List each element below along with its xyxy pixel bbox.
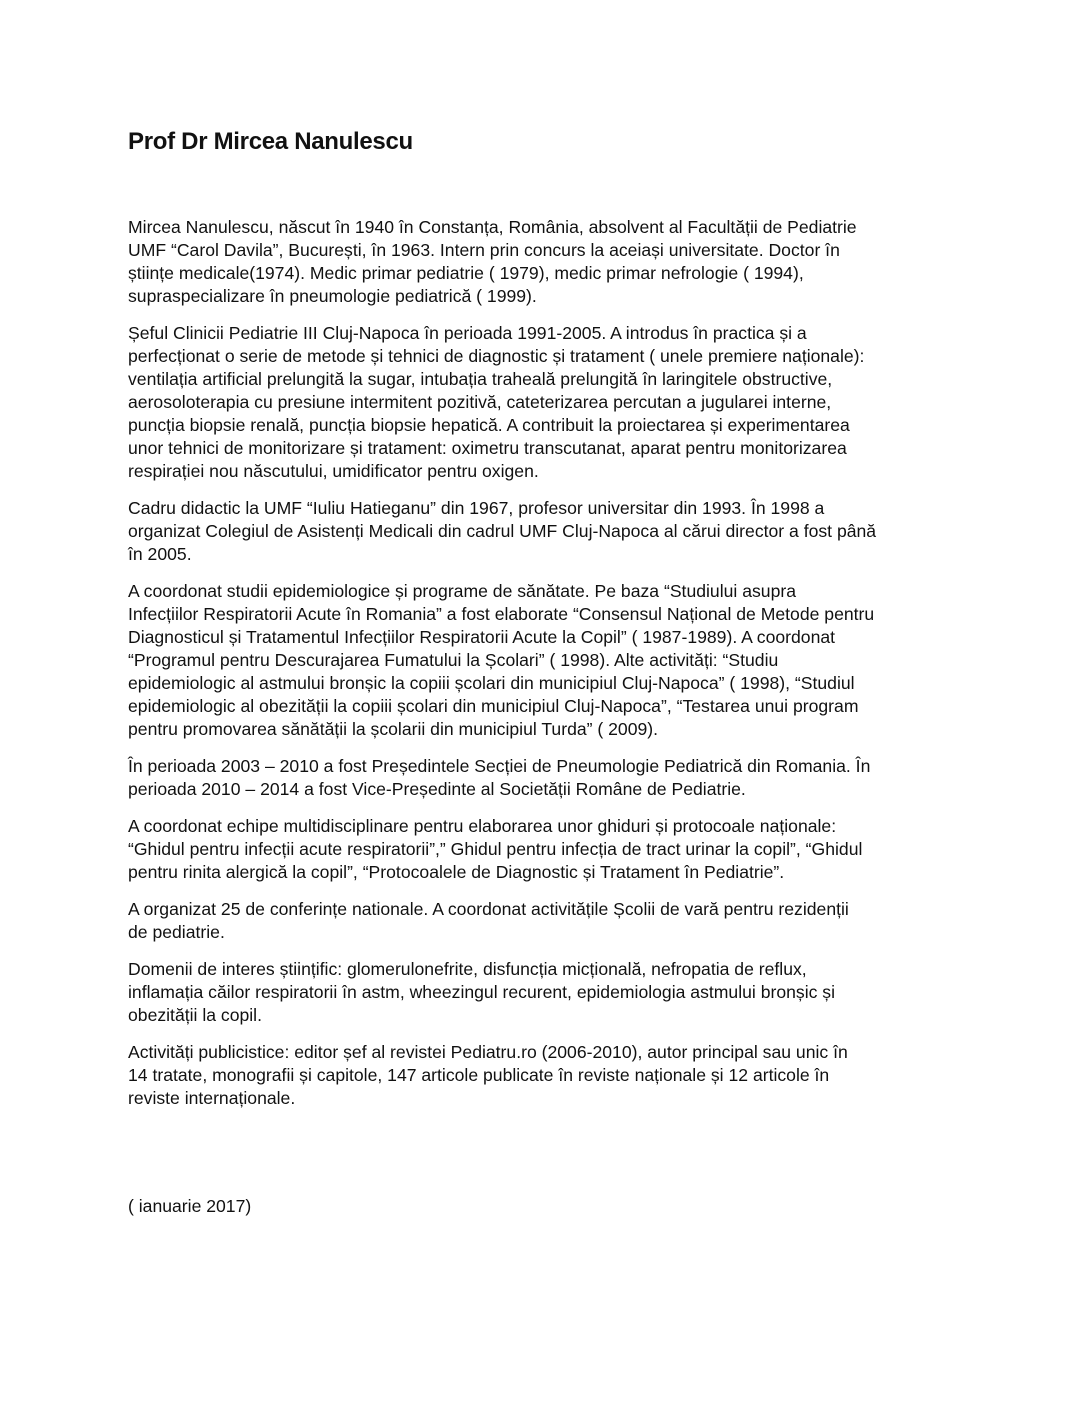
paragraph-education: Mircea Nanulescu, născut în 1940 în Constanța, România, absolvent al Facultății de Pediatrie UMF “Carol Davila”, București, în 1963. Intern prin concurs la aceiași universitate. Doctor în științe medicale(1974). Medic primar pediatrie ( 1979), medic primar nefrologie ( 1994), supraspecializare în pneumologie pediatrică ( 1999).: [128, 217, 857, 306]
paragraph-teaching: Cadru didactic la UMF “Iuliu Hatieganu” din 1967, profesor universitar din 1993. În 1998 a organizat Colegiul de Asistenți Medicali din cadrul UMF Cluj-Napoca al cărui director a fost până în 2005.: [128, 498, 877, 564]
paragraph-guidelines: A coordonat echipe multidisciplinare pentru elaborarea unor ghiduri și protocoale naționale: “Ghidul pentru infecții acute respiratorii”,” Ghidul pentru infecția de tract urinar la copil”, “Ghidul pentru rinita alergică la copil”, “Protocoalele de Diagnostic și Tratament în Pediatrie”.: [128, 816, 863, 882]
paragraph-studies: A coordonat studii epidemiologice și programe de sănătate. Pe baza “Studiului asupra Infecțiilor Respiratorii Acute în Romania” a fost elaborate “Consensul Național de Metode pentru Diagnosticul și Tratamentul Infecțiilor Respiratorii Acute la Copil” ( 1987-1989). A coordonat “Programul pentru Descurajarea Fumatului la Școlari” ( 1998). Alte activități: “Studiu epidemiologic al astmului bronșic la copiii școlari din municipiul Cluj-Napoca” ( 1998), “Studiul epidemiologic al obezității la copiii școlari din municipiul Cluj-Napoca”, “Testarea unui program pentru promovarea sănătății la școlarii din municipiul Turda” ( 2009).: [128, 581, 875, 739]
paragraph-presidency: În perioada 2003 – 2010 a fost Președintele Secției de Pneumologie Pediatrică din Romania. În perioada 2010 – 2014 a fost Vice-Președinte al Societății Române de Pediatrie.: [128, 756, 871, 799]
paragraph-research-interests: Domenii de interes științific: glomerulonefrite, disfuncția micțională, nefropatia de reflux, inflamația căilor respiratorii în astm, wheezingul recurent, epidemiologia astmului bronșic și obezității la copil.: [128, 959, 835, 1025]
page-title: Prof Dr Mircea Nanulescu: [128, 128, 413, 155]
document-date: ( ianuarie 2017): [128, 1196, 252, 1216]
paragraph-publications: Activități publicistice: editor șef al revistei Pediatru.ro (2006-2010), autor principal sau unic în 14 tratate, monografii și capitole, 147 articole publicate în reviste naționale și 12 articole în reviste internaționale.: [128, 1042, 848, 1108]
biography-body: [128, 216, 968, 1124]
paragraph-conferences: A organizat 25 de conferințe nationale. A coordonat activitățile Școlii de vară pentru rezidenții de pediatrie.: [128, 899, 849, 942]
paragraph-clinic: Șeful Clinicii Pediatrie III Cluj-Napoca în perioada 1991-2005. A introdus în practica și a perfecționat o serie de metode și tehnici de diagnostic și tratament ( unele premiere naționale): ventilația artificial prelungită la sugar, intubația traheală prelungită în laringitele obstructive, aerosoloterapia cu presiune intermitent pozitivă, cateterizarea percutan a jugularei interne, puncția biopsie renală, puncția biopsie hepatică. A contribuit la proiectarea și experimentarea unor tehnici de monitorizare și tratament: oximetru transcutanat, aparat pentru monitorizarea respirației nou născutului, umidificator pentru oxigen.: [128, 323, 865, 481]
